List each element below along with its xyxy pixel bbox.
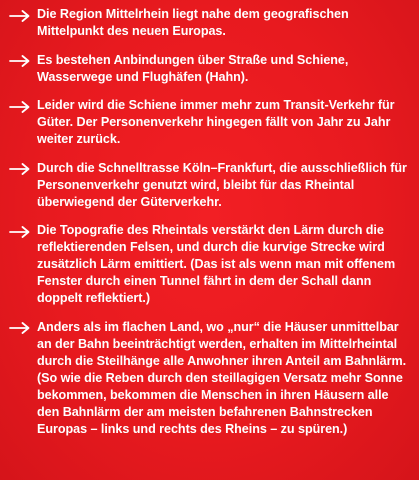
right-arrow-icon	[9, 7, 37, 24]
right-arrow-icon	[9, 223, 37, 240]
right-arrow-icon	[9, 161, 37, 178]
right-arrow-icon	[9, 98, 37, 115]
bullet-text: Durch die Schnelltrasse Köln–Frankfurt, die ausschließlich für Personenverkehr genutzt wird, bleibt für das Rheintal überwiegend der Güterverkehr.	[37, 160, 407, 209]
right-arrow-icon	[9, 53, 37, 70]
bullet-text: Anders als im flachen Land, wo „nur“ die Häuser unmittelbar an der Bahn beeinträchtigt werden, erhalten im Mittelrheintal durch die Steilhänge alle Anwohner ihren Anteil am Bahnlärm. (So wie die Reben durch den steillagigen Versatz mehr Sonne bekommen, bekommen die Menschen in ihren Häusern alle den Bahnlärm der am meisten befahrenen Bahnstrecken Europas – links und rechts des Rheins – zu spüren.)	[37, 319, 407, 436]
list-item	[9, 222, 413, 307]
list-item	[9, 52, 413, 86]
list-item	[9, 319, 413, 438]
list-item	[9, 97, 413, 148]
bullet-text: Die Topografie des Rheintals verstärkt den Lärm durch die reflektierenden Felsen, und durch die kurvige Strecke wird zusätzlich Lärm emittiert. (Das ist als wenn man mit offenem Fenster durch einen Tunnel fährt in dem der Schall dann doppelt reflektiert.)	[37, 223, 396, 305]
list-item	[9, 6, 413, 40]
right-arrow-icon	[9, 320, 37, 337]
bullet-list	[9, 6, 413, 438]
bullet-text: Die Region Mittelrhein liegt nahe dem geografischen Mittelpunkt des neuen Europas.	[37, 7, 349, 38]
bullet-text: Es bestehen Anbindungen über Straße und Schiene, Wasserwege und Flughäfen (Hahn).	[37, 52, 349, 84]
bullet-text: Leider wird die Schiene immer mehr zum Transit-Verkehr für Güter. Der Personenverkehr hingegen fällt von Jahr zu Jahr weiter zurück.	[37, 98, 395, 146]
list-item	[9, 160, 413, 211]
